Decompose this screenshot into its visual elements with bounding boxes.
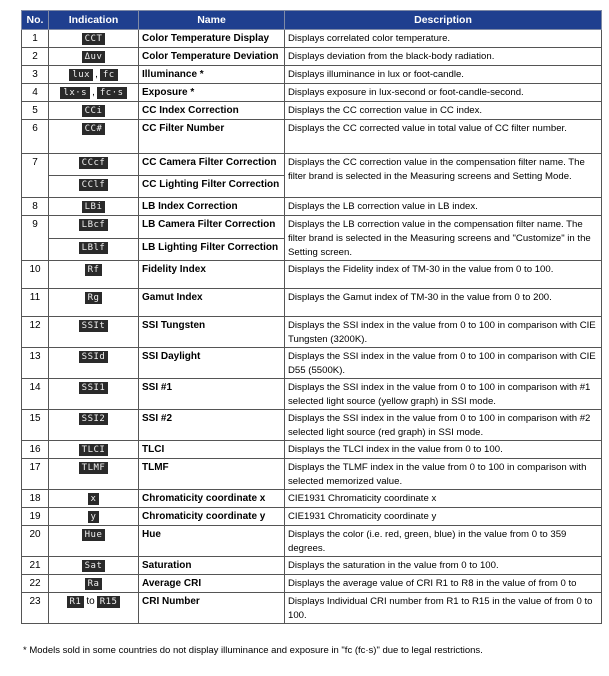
row-description: Displays the SSI index in the value from 0 to 100 in comparison with #1 selected light source (yellow graph) in SSI mode. <box>285 379 602 410</box>
row-name: CC Filter Number <box>139 120 285 154</box>
row-number: 19 <box>22 508 49 526</box>
row-number: 1 <box>22 30 49 48</box>
row-number: 5 <box>22 102 49 120</box>
row-description: Displays correlated color temperature. <box>285 30 602 48</box>
row-description: Displays Individual CRI number from R1 to R15 in the value of from 0 to 100. <box>285 593 602 624</box>
table-row <box>22 557 602 575</box>
row-description: Displays the LB correction value in the compensation filter name. The filter brand is selected in the Measuring screens and "Customize" in the Setting screen. <box>285 216 602 261</box>
row-indication <box>49 261 139 289</box>
lcd-indication-icon: R1 <box>67 596 85 608</box>
row-number: 10 <box>22 261 49 289</box>
table-header-row <box>22 11 602 30</box>
row-number: 9 <box>22 216 49 261</box>
lcd-indication-icon: CCT <box>82 33 106 45</box>
table-row <box>22 154 602 176</box>
subrow-name: CC Lighting Filter Correction <box>139 176 285 198</box>
row-indication <box>49 410 139 441</box>
row-name: LB Camera Filter Correction <box>139 216 285 239</box>
table-row <box>22 30 602 48</box>
row-description: Displays the Fidelity index of TM-30 in the value from 0 to 100. <box>285 261 602 289</box>
row-indication <box>49 441 139 459</box>
row-name: SSI Tungsten <box>139 317 285 348</box>
table-row <box>22 48 602 66</box>
row-indication <box>49 348 139 379</box>
lcd-indication-icon: y <box>88 511 100 523</box>
row-number: 8 <box>22 198 49 216</box>
row-name: SSI #2 <box>139 410 285 441</box>
row-name: CC Index Correction <box>139 102 285 120</box>
lcd-indication-icon: Ra <box>85 578 103 590</box>
row-number: 22 <box>22 575 49 593</box>
lcd-indication-icon: LBcf <box>79 219 109 231</box>
table-row <box>22 379 602 410</box>
row-indication <box>49 84 139 102</box>
row-name: TLMF <box>139 459 285 490</box>
row-indication <box>49 575 139 593</box>
row-number: 3 <box>22 66 49 84</box>
table-row <box>22 317 602 348</box>
row-description: Displays the TLCI index in the value from 0 to 100. <box>285 441 602 459</box>
row-description: Displays the LB correction value in LB index. <box>285 198 602 216</box>
lcd-indication-icon: LBlf <box>79 242 109 254</box>
lcd-indication-icon: CClf <box>79 179 109 191</box>
row-number: 7 <box>22 154 49 198</box>
row-name: Saturation <box>139 557 285 575</box>
row-description: Displays the TLMF index in the value from 0 to 100 in comparison with selected memorized value. <box>285 459 602 490</box>
row-name: Chromaticity coordinate x <box>139 490 285 508</box>
row-number: 12 <box>22 317 49 348</box>
table-row <box>22 508 602 526</box>
lcd-indication-icon: fc <box>100 69 118 81</box>
subrow-indication <box>49 176 139 198</box>
row-number: 2 <box>22 48 49 66</box>
row-name: Average CRI <box>139 575 285 593</box>
row-description: CIE1931 Chromaticity coordinate x <box>285 490 602 508</box>
table-row <box>22 120 602 154</box>
row-description: Displays the SSI index in the value from 0 to 100 in comparison with CIE Tungsten (3200K). <box>285 317 602 348</box>
lcd-indication-icon: Rg <box>85 292 103 304</box>
indication-separator: to <box>86 596 95 607</box>
lcd-indication-icon: lx·s <box>60 87 90 99</box>
lcd-indication-icon: SSId <box>79 351 109 363</box>
row-indication <box>49 557 139 575</box>
row-description: Displays the SSI index in the value from 0 to 100 in comparison with CIE D55 (5500K). <box>285 348 602 379</box>
row-number: 20 <box>22 526 49 557</box>
table-row <box>22 593 602 624</box>
table-row <box>22 261 602 289</box>
table-body <box>22 30 602 624</box>
row-indication <box>49 379 139 410</box>
lcd-indication-icon: SSI1 <box>79 382 109 394</box>
indication-separator: , <box>92 87 95 98</box>
row-description: Displays the CC correction value in CC index. <box>285 102 602 120</box>
row-name: Fidelity Index <box>139 261 285 289</box>
row-name: SSI Daylight <box>139 348 285 379</box>
lcd-indication-icon: x <box>88 493 100 505</box>
row-indication <box>49 526 139 557</box>
lcd-indication-icon: TLCI <box>79 444 109 456</box>
row-indication <box>49 154 139 176</box>
row-name: TLCI <box>139 441 285 459</box>
row-name: CRI Number <box>139 593 285 624</box>
row-name: CC Camera Filter Correction <box>139 154 285 176</box>
row-indication <box>49 198 139 216</box>
row-name: Hue <box>139 526 285 557</box>
row-number: 21 <box>22 557 49 575</box>
row-number: 18 <box>22 490 49 508</box>
row-name: Color Temperature Display <box>139 30 285 48</box>
table-row <box>22 490 602 508</box>
row-number: 15 <box>22 410 49 441</box>
row-name: Chromaticity coordinate y <box>139 508 285 526</box>
row-description: Displays the CC correction value in the compensation filter name. The filter brand is selected in the Measuring screens and Setting Mode. <box>285 154 602 198</box>
indication-separator: , <box>95 69 98 80</box>
row-number: 4 <box>22 84 49 102</box>
table-row <box>22 66 602 84</box>
table-row <box>22 198 602 216</box>
lcd-indication-icon: Δuv <box>82 51 106 63</box>
table-row <box>22 441 602 459</box>
header-name: Name <box>139 11 285 30</box>
row-indication <box>49 593 139 624</box>
row-name: Color Temperature Deviation <box>139 48 285 66</box>
table-row <box>22 575 602 593</box>
row-description: Displays exposure in lux-second or foot-candle-second. <box>285 84 602 102</box>
table-row <box>22 348 602 379</box>
row-description: Displays the SSI index in the value from 0 to 100 in comparison with #2 selected light source (red graph) in SSI mode. <box>285 410 602 441</box>
row-name: Gamut Index <box>139 289 285 317</box>
row-description: CIE1931 Chromaticity coordinate y <box>285 508 602 526</box>
row-indication <box>49 30 139 48</box>
row-description: Displays the Gamut index of TM-30 in the value from 0 to 200. <box>285 289 602 317</box>
row-number: 16 <box>22 441 49 459</box>
lcd-indication-icon: R15 <box>97 596 121 608</box>
table-row <box>22 216 602 239</box>
table-row <box>22 459 602 490</box>
lcd-indication-icon: SSIt <box>79 320 109 332</box>
row-number: 6 <box>22 120 49 154</box>
row-indication <box>49 459 139 490</box>
row-description: Displays the color (i.e. red, green, blue) in the value from 0 to 359 degrees. <box>285 526 602 557</box>
row-indication <box>49 490 139 508</box>
table-row <box>22 84 602 102</box>
footnote: * Models sold in some countries do not display illuminance and exposure in "fc (fc·s)" due to legal restrictions. <box>23 645 483 656</box>
row-number: 13 <box>22 348 49 379</box>
lcd-indication-icon: CCcf <box>79 157 109 169</box>
lcd-indication-icon: lux <box>69 69 93 81</box>
row-name: SSI #1 <box>139 379 285 410</box>
subrow-indication <box>49 238 139 261</box>
lcd-indication-icon: fc·s <box>97 87 127 99</box>
lcd-indication-icon: Hue <box>82 529 106 541</box>
row-indication <box>49 317 139 348</box>
table-row <box>22 289 602 317</box>
lcd-indication-icon: Rf <box>85 264 103 276</box>
row-indication <box>49 289 139 317</box>
row-indication <box>49 66 139 84</box>
row-indication <box>49 508 139 526</box>
lcd-indication-icon: CCi <box>82 105 106 117</box>
header-no: No. <box>22 11 49 30</box>
row-name: Exposure * <box>139 84 285 102</box>
lcd-indication-icon: SSI2 <box>79 413 109 425</box>
row-number: 23 <box>22 593 49 624</box>
row-number: 17 <box>22 459 49 490</box>
indication-table <box>21 10 602 624</box>
row-number: 14 <box>22 379 49 410</box>
lcd-indication-icon: Sat <box>82 560 106 572</box>
subrow-name: LB Lighting Filter Correction <box>139 238 285 261</box>
row-number: 11 <box>22 289 49 317</box>
row-description: Displays the CC corrected value in total value of CC filter number. <box>285 120 602 154</box>
row-description: Displays the saturation in the value from 0 to 100. <box>285 557 602 575</box>
row-name: LB Index Correction <box>139 198 285 216</box>
row-indication <box>49 48 139 66</box>
row-description: Displays the average value of CRI R1 to R8 in the value of from 0 to <box>285 575 602 593</box>
lcd-indication-icon: TLMF <box>79 462 109 474</box>
header-description: Description <box>285 11 602 30</box>
row-indication <box>49 102 139 120</box>
table-row <box>22 410 602 441</box>
table-row <box>22 102 602 120</box>
row-indication <box>49 216 139 239</box>
lcd-indication-icon: CC# <box>82 123 106 135</box>
row-name: Illuminance * <box>139 66 285 84</box>
lcd-indication-icon: LBi <box>82 201 106 213</box>
row-description: Displays deviation from the black-body radiation. <box>285 48 602 66</box>
row-indication <box>49 120 139 154</box>
header-indication: Indication <box>49 11 139 30</box>
row-description: Displays illuminance in lux or foot-candle. <box>285 66 602 84</box>
table-row <box>22 526 602 557</box>
